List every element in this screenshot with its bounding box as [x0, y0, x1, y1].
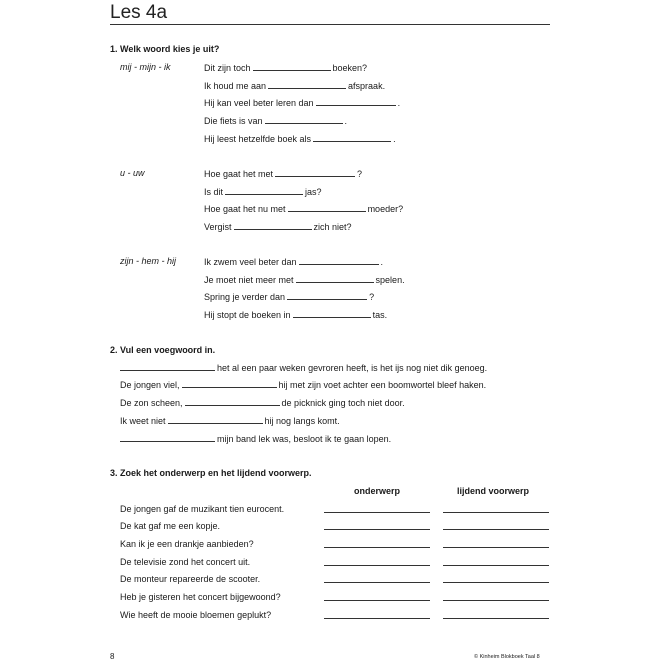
item-text-after: mijn band lek was, besloot ik te gaan lopen. — [217, 434, 392, 444]
onderwerp-answer-line[interactable] — [324, 565, 430, 566]
item-text-before: Ik zwem veel beter dan — [204, 257, 297, 267]
answer-blank[interactable] — [253, 62, 331, 71]
exercise-2-item — [120, 362, 487, 374]
lijdend-voorwerp-answer-line[interactable] — [443, 547, 549, 548]
onderwerp-answer-line[interactable] — [324, 547, 430, 548]
group-label-u-uw: u - uw — [120, 168, 145, 178]
onderwerp-answer-line[interactable] — [324, 512, 430, 513]
answer-blank[interactable] — [293, 309, 371, 318]
item-text-before: Spring je verder dan — [204, 292, 286, 302]
item-text-before: Hij stopt de boeken in — [204, 310, 291, 320]
group-label-zijn-hem-hij: zijn - hem - hij — [120, 256, 177, 266]
item-text-after: moeder? — [367, 204, 404, 214]
answer-blank[interactable] — [225, 186, 303, 195]
item-text-after: . — [397, 98, 401, 108]
item-text-before: Is dit — [204, 187, 224, 197]
item-text-after: jas? — [305, 187, 322, 197]
title-rule — [110, 24, 550, 25]
exercise-1-item — [204, 309, 387, 321]
lijdend-voorwerp-answer-line[interactable] — [443, 600, 549, 601]
item-text-before: De zon scheen, — [120, 398, 183, 408]
item-text-before: Die fiets is van — [204, 116, 263, 126]
onderwerp-answer-line[interactable] — [324, 618, 430, 619]
exercise-1-item — [204, 115, 347, 127]
answer-blank[interactable] — [182, 379, 277, 388]
item-text-after: . — [344, 116, 348, 126]
answer-blank[interactable] — [168, 415, 263, 424]
answer-blank[interactable] — [265, 115, 343, 124]
item-text-before: Dit zijn toch — [204, 63, 251, 73]
item-text-after: . — [393, 134, 396, 144]
sentence: De jongen gaf de muzikant tien eurocent. — [120, 504, 285, 514]
item-text-after: boeken? — [332, 63, 368, 73]
exercise-1-item — [204, 186, 322, 198]
item-text-before: Hoe gaat het nu met — [204, 204, 286, 214]
item-text-before: Je moet niet meer met — [204, 275, 294, 285]
exercise-1-item — [204, 274, 405, 286]
item-text-after: spelen. — [375, 275, 405, 285]
lijdend-voorwerp-answer-line[interactable] — [443, 512, 549, 513]
sentence: Kan ik je een drankje aanbieden? — [120, 539, 254, 549]
answer-blank[interactable] — [313, 133, 391, 142]
copyright-notice: © Kinheim Blokboek Taal 8 — [474, 654, 540, 660]
answer-blank[interactable] — [185, 397, 280, 406]
item-text-after: zich niet? — [313, 222, 352, 232]
exercise-1-item — [204, 97, 400, 109]
exercise-2-heading: 2. Vul een voegwoord in. — [110, 345, 216, 355]
sentence: Wie heeft de mooie bloemen geplukt? — [120, 610, 272, 620]
column-header-lijdend-voorwerp: lijdend voorwerp — [457, 486, 530, 496]
answer-blank[interactable] — [288, 203, 366, 212]
exercise-2-item — [120, 433, 391, 445]
exercise-1-heading: 1. Welk woord kies je uit? — [110, 44, 220, 54]
item-text-before: Ik weet niet — [120, 416, 166, 426]
item-text-after: het al een paar weken gevroren heeft, is het ijs nog niet dik genoeg. — [217, 363, 488, 373]
answer-blank[interactable] — [275, 168, 355, 177]
answer-blank[interactable] — [299, 256, 379, 265]
onderwerp-answer-line[interactable] — [324, 529, 430, 530]
item-text-after: de picknick ging toch niet door. — [281, 398, 405, 408]
item-text-before: Hij kan veel beter leren dan — [204, 98, 314, 108]
sentence: Heb je gisteren het concert bijgewoond? — [120, 592, 281, 602]
exercise-1-item — [204, 168, 362, 180]
sentence: De monteur repareerde de scooter. — [120, 574, 261, 584]
item-text-before: De jongen viel, — [120, 380, 180, 390]
page-title: Les 4a — [110, 2, 168, 23]
answer-blank[interactable] — [296, 274, 374, 283]
group-label-mij-mijn-ik: mij - mijn - ik — [120, 62, 171, 72]
exercise-1-item — [204, 221, 352, 233]
item-text-after: tas. — [372, 310, 388, 320]
lijdend-voorwerp-answer-line[interactable] — [443, 582, 549, 583]
item-text-before: Vergist — [204, 222, 232, 232]
exercise-1-item — [204, 133, 396, 145]
item-text-before: Hij leest hetzelfde boek als — [204, 134, 312, 144]
item-text-after: hij nog langs komt. — [264, 416, 340, 426]
item-text-after: hij met zijn voet achter een boomwortel bleef haken. — [278, 380, 487, 390]
page-number: 8 — [110, 652, 115, 661]
exercise-1-item — [204, 203, 403, 215]
item-text-after: ? — [357, 169, 363, 179]
exercise-1-item — [204, 80, 385, 92]
answer-blank[interactable] — [234, 221, 312, 230]
item-text-after: ? — [369, 292, 375, 302]
answer-blank[interactable] — [120, 362, 215, 371]
item-text-before: Ik houd me aan — [204, 81, 267, 91]
exercise-1-item — [204, 256, 383, 268]
answer-blank[interactable] — [268, 80, 346, 89]
sentence: De kat gaf me een kopje. — [120, 521, 221, 531]
answer-blank[interactable] — [120, 433, 215, 442]
exercise-2-item — [120, 397, 405, 409]
column-header-onderwerp: onderwerp — [354, 486, 401, 496]
onderwerp-answer-line[interactable] — [324, 582, 430, 583]
exercise-2-item — [120, 379, 486, 391]
lijdend-voorwerp-answer-line[interactable] — [443, 565, 549, 566]
item-text-after: afspraak. — [348, 81, 386, 91]
item-text-after: . — [380, 257, 384, 267]
answer-blank[interactable] — [287, 291, 367, 300]
sentence: De televisie zond het concert uit. — [120, 557, 251, 567]
lijdend-voorwerp-answer-line[interactable] — [443, 618, 549, 619]
lijdend-voorwerp-answer-line[interactable] — [443, 529, 549, 530]
item-text-before: Hoe gaat het met — [204, 169, 274, 179]
exercise-2-item — [120, 415, 340, 427]
answer-blank[interactable] — [316, 97, 396, 106]
exercise-1-item — [204, 62, 367, 74]
onderwerp-answer-line[interactable] — [324, 600, 430, 601]
exercise-1-item — [204, 291, 374, 303]
exercise-3-heading: 3. Zoek het onderwerp en het lijdend voorwerp. — [110, 468, 312, 478]
